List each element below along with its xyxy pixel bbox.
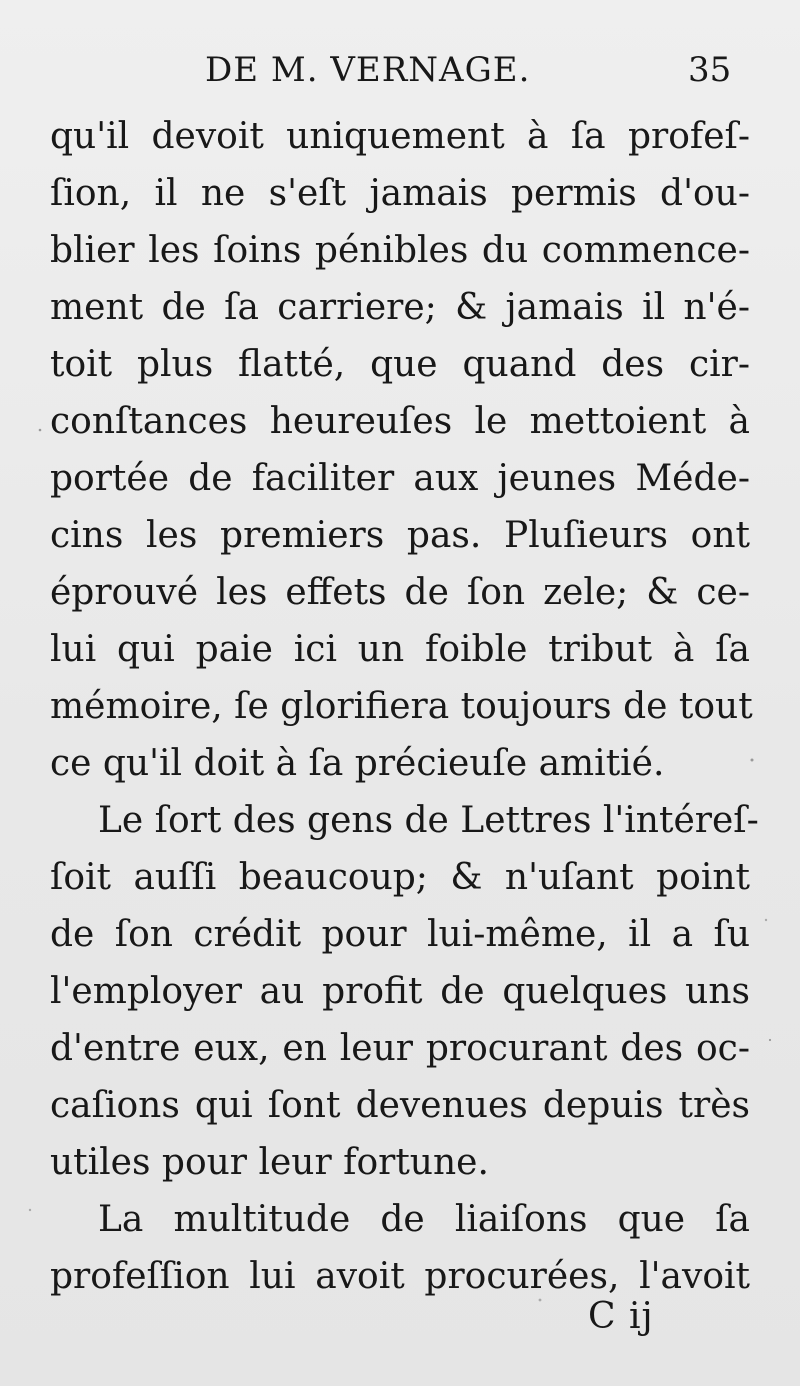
text-line: La multitude de liaiſons que ſa	[98, 1199, 750, 1240]
text-line: caſions qui ſont devenues depuis très	[50, 1085, 750, 1126]
page-header	[0, 44, 800, 104]
text-line: lui qui paie ici un foible tribut à ſa	[50, 629, 750, 670]
text-line: ment de ſa carriere; & jamais il n'é-	[50, 287, 750, 328]
text-line: de ſon crédit pour lui-même, il a ſu	[50, 914, 750, 955]
text-line: profeſſion lui avoit procurées, l'avoit	[50, 1256, 750, 1297]
paragraph	[50, 108, 753, 792]
running-head: DE M. VERNAGE.	[205, 50, 531, 90]
text-line: mémoire, ſe glorifiera toujours de tout	[50, 686, 753, 727]
text-line: Le ſort des gens de Lettres l'intéreſ-	[98, 800, 759, 841]
text-line: toit plus flatté, que quand des cir-	[50, 344, 750, 385]
signature-mark: C ij	[588, 1296, 654, 1337]
page-number: 35	[688, 50, 732, 90]
text-line: éprouvé les effets de ſon zele; & ce-	[50, 572, 750, 613]
text-line: qu'il devoit uniquement à ſa profeſ-	[50, 116, 750, 157]
text-line: portée de faciliter aux jeunes Méde-	[50, 458, 750, 499]
text-line: l'employer au profit de quelques uns	[50, 971, 750, 1012]
text-line: utiles pour leur fortune.	[50, 1142, 489, 1183]
text-line: d'entre eux, en leur procurant des oc-	[50, 1028, 750, 1069]
paragraph	[50, 1191, 750, 1305]
text-line: conſtances heureuſes le mettoient à	[50, 401, 750, 442]
body-text	[50, 108, 759, 1305]
text-line: ſion, il ne s'eſt jamais permis d'ou-	[50, 173, 750, 214]
text-line: ſoit auſſi beaucoup; & n'uſant point	[50, 857, 750, 898]
paragraph	[50, 792, 759, 1191]
text-line: blier les ſoins pénibles du commence-	[50, 230, 750, 271]
text-line: ce qu'il doit à ſa précieuſe amitié.	[50, 743, 665, 784]
text-line: cins les premiers pas. Pluſieurs ont	[50, 515, 750, 556]
